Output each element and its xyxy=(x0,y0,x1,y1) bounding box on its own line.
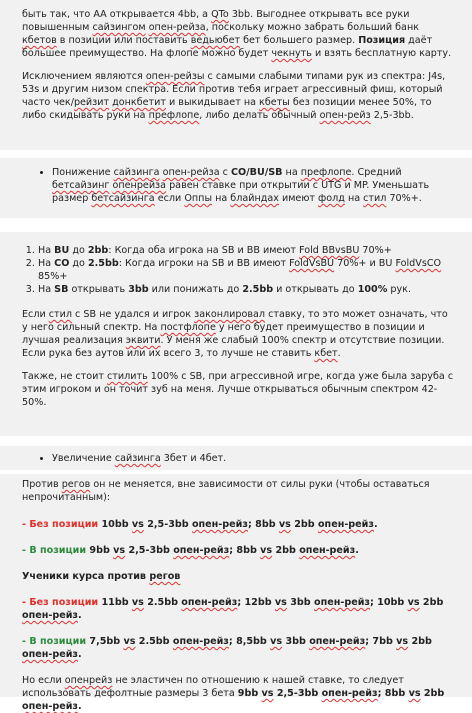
paragraph-exceptions: Исключением являются опен-рейзы с самыми слабыми типами рук из спектра: J4s, 53s и другим низом спектра. Если против тебя играет агрессивный фиш, который часто чек/рейзит донкбетит и выкидывает на кбеты без позиции менее 50%, то либо скидывать руки на префлопе, либо делать обычный опен-рейз 2,5-3bb. xyxy=(22,71,446,121)
line-in-position: - В позиции 9bb vs 2,5-3bb опен-рейз; 8bb vs 2bb опен-рейз. xyxy=(22,545,359,556)
line-out-of-position: - Без позиции 10bb vs 2,5-3bb опен-рейз; 8bb vs 2bb опен-рейз. xyxy=(22,519,378,530)
gray-section-steal-rules xyxy=(0,232,472,436)
paragraph-vs-regs: Против регов он не меняется, вне зависимости от силы руки (чтобы оставаться непрочитанным): xyxy=(22,479,430,503)
paragraph-default-sizes: Но если опенрейз не эластичен по отношению к нашей ставке, то следует использовать дефолтные размеры 3 бета 9bb vs 2,5-3bb опен-рейз; 8bb vs 2bb опен-рейз. xyxy=(22,675,445,712)
gray-section-intro xyxy=(0,0,472,150)
list-item: • Понижение сайзинга опен-рейза с CO/BU/SB на префлопе. Средний бетсайзинг опенрейза равен ставке при открытии с UTG и MP. Уменьшать размер бетсайзинга если Оппы на блайндах имеют фолд на стил 70%+. xyxy=(52,166,458,205)
paragraph-open-raise-sizing: быть так, что AA открывается 4bb, а QTo 3bb. Выгоднее открывать все руки повышенным сайзингом опен-рейза, поскольку можно забрать больший банк кбетов в позиции или поставить ведьюбет бет большего размер. Позиция даёт большее преимущество. На флопе можно будет чекнуть и взять бесплатную карту. xyxy=(22,9,452,59)
gray-section-3bet-sizes xyxy=(0,474,472,712)
heading-students-vs-regs: Ученики курса против регов xyxy=(22,571,181,582)
list-item: 1. На BU до 2bb: Когда оба игрока на SB и BB имеют Fold BBvsBU 70%+ xyxy=(38,244,458,257)
paragraph-steal-frequency: Также, не стоит стилить 100% с SB, при агрессивной игре, когда уже была заруба с этим игроком и он точит зуб на меня. Лучше открываться обычным спектром 42-50%. xyxy=(22,371,454,408)
gray-section-bullet-lower-sizing xyxy=(0,158,472,218)
paragraph-failed-steal: Если стил с SB не удался и игрок законлировал ставку, то это может означать, что у него сильный спектр. На постфлопе у него будет преимущество в позиции и лучшая реализация эквити. У меня же слабый 100% спектр и отсутствие позиции. Если рука без аутов или их всего 3, то лучше не ставить кбет. xyxy=(22,309,448,359)
line-out-of-position-students: - Без позиции 11bb vs 2.5bb опен-рейз; 12bb vs 3bb опен-рейз; 10bb vs 2bb опен-рейз. xyxy=(22,597,444,621)
list-item: 3. На SB открывать 3bb или понижать до 2.5bb и открывать до 100% рук. xyxy=(38,283,458,296)
numbered-list xyxy=(0,232,472,296)
list-item: • Увеличение сайзинга 3бет и 4бет. xyxy=(52,452,458,465)
line-in-position-students: - В позиции 7,5bb vs 2.5bb опен-рейз; 8,5bb vs 3bb опен-рейз; 7bb vs 2bb опен-рейз. xyxy=(22,636,432,660)
gray-section-bullet-increase-sizing xyxy=(0,446,472,470)
list-item: 2. На CO до 2.5bb: Когда игроки на SB и BB имеют FoldVsBU 70%+ и BU FoldVsCO 85%+ xyxy=(38,257,458,283)
bullet-list xyxy=(0,446,472,465)
bullet-list xyxy=(0,158,472,205)
